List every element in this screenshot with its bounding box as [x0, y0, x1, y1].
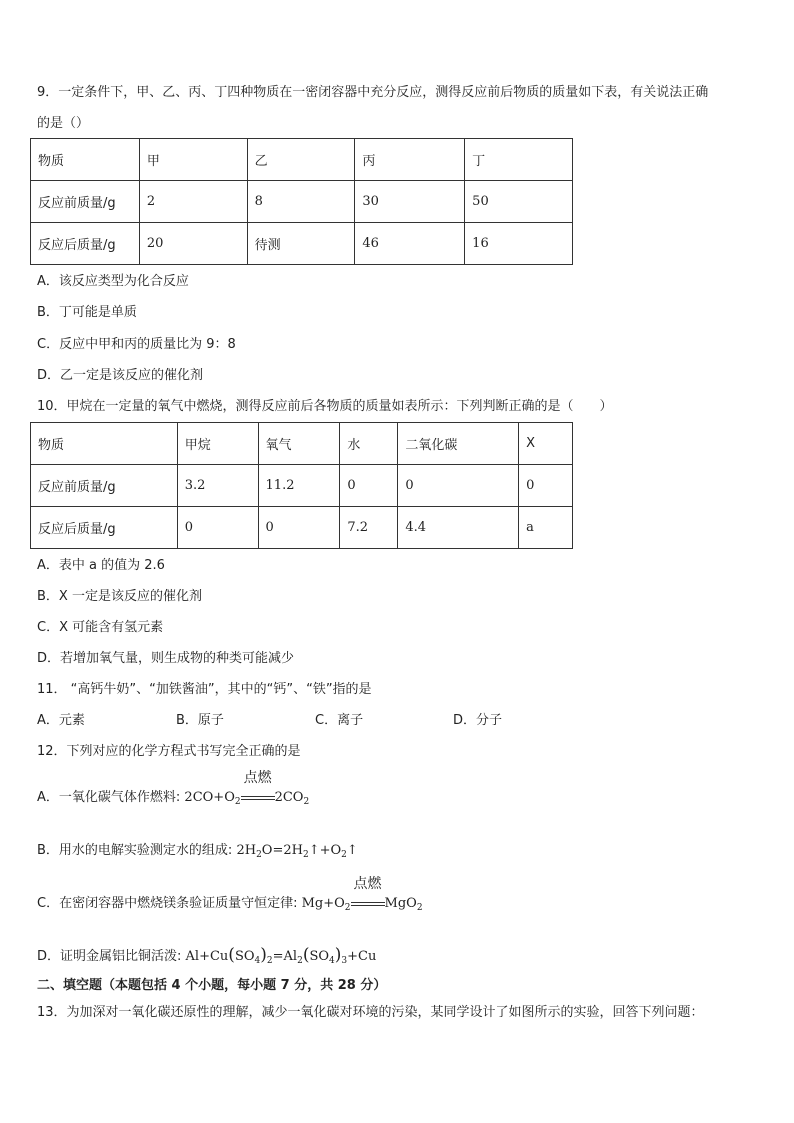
eq-subscript: 2: [302, 850, 309, 860]
eq-text: =Al: [272, 949, 298, 964]
q9-option-c: C．反应中甲和丙的质量比为 9：8: [37, 337, 236, 352]
q9-stem-line1: 9．一定条件下，甲、乙、丙、丁四种物质在一密闭容器中充分反应，测得反应前后物质的质量如下表，有关说法正确: [37, 85, 709, 100]
table-cell: 3.2: [177, 465, 258, 507]
eq-subscript: 2: [297, 956, 303, 966]
eq-subscript: 3: [341, 956, 348, 966]
q12-option-a-text: A．一氧化碳气体作燃料:: [37, 790, 181, 805]
q12-option-b-text: B．用水的电解实验测定水的组成:: [37, 843, 233, 858]
q11-option-c: C．离子: [315, 713, 364, 728]
table-cell: 反应后质量/g: [31, 223, 140, 265]
q11-option-b: B．原子: [176, 713, 224, 728]
table-header-cell: 乙: [247, 139, 355, 181]
table-row: [31, 507, 573, 549]
table-row: [31, 181, 573, 223]
q9-option-a: A．该反应类型为化合反应: [37, 274, 189, 289]
eq-text: SO: [309, 949, 330, 964]
table-cell: 16: [465, 223, 573, 265]
eq-subscript: 2: [416, 903, 423, 913]
reaction-condition: [351, 876, 385, 913]
eq-subscript: 4: [254, 956, 261, 966]
table-cell: 0: [177, 507, 258, 549]
table-row: [31, 465, 573, 507]
q10-table: [30, 422, 573, 549]
eq-text: 2H: [236, 843, 257, 858]
q12-option-c: [37, 876, 423, 917]
table-cell: 2: [139, 181, 247, 223]
table-cell: 8: [247, 181, 355, 223]
q9-stem-line2: 的是（）: [37, 116, 90, 131]
table-cell: 0: [398, 465, 519, 507]
q12-equation-a: [184, 770, 310, 807]
q10-stem: 10．甲烷在一定量的氧气中燃烧，测得反应前后各物质的质量如表所示：下列判断正确的是（ ）: [37, 399, 613, 414]
table-header-cell: 丙: [355, 139, 465, 181]
table-cell: a: [519, 507, 573, 549]
table-cell: 20: [139, 223, 247, 265]
q11-option-a: A．元素: [37, 713, 85, 728]
eq-paren: (: [228, 945, 235, 965]
q12-option-b: [37, 842, 358, 864]
table-header-cell: 甲: [139, 139, 247, 181]
section-title: 二、填空题（本题包括 4 个小题，每小题 7 分，共 28 分）: [37, 978, 387, 993]
table-cell: 46: [355, 223, 465, 265]
q12-option-c-text: C．在密闭容器中燃烧镁条验证质量守恒定律:: [37, 896, 298, 911]
q12-option-d: [37, 946, 376, 970]
eq-subscript: 2: [303, 797, 310, 807]
table-cell: 待测: [247, 223, 355, 265]
q10-option-b: B．X 一定是该反应的催化剂: [37, 589, 202, 604]
q12-stem: 12．下列对应的化学方程式书写完全正确的是: [37, 744, 301, 759]
table-cell: 0: [258, 507, 340, 549]
condition-label: 点燃: [353, 876, 382, 892]
q10-option-d: D．若增加氧气量，则生成物的种类可能减少: [37, 651, 295, 666]
q12-option-a: [37, 770, 310, 811]
table-header-cell: 甲烷: [177, 423, 258, 465]
q11-stem: 11． “高钙牛奶”、“加铁酱油”，其中的“钙”、“铁”指的是: [37, 682, 372, 697]
table-cell: 30: [355, 181, 465, 223]
equals-bar: [351, 902, 385, 906]
eq-text: 2CO+O: [184, 790, 235, 805]
table-row: [31, 223, 573, 265]
table-header-cell: 物质: [31, 423, 178, 465]
table-cell: 11.2: [258, 465, 340, 507]
eq-text: SO: [234, 949, 255, 964]
eq-subscript: 2: [344, 903, 351, 913]
q10-option-a: A．表中 a 的值为 2.6: [37, 558, 165, 573]
table-cell: 50: [465, 181, 573, 223]
equals-bar: [241, 796, 275, 800]
q12-equation-c: [301, 876, 423, 913]
table-cell: 反应前质量/g: [31, 465, 178, 507]
table-header-cell: 物质: [31, 139, 140, 181]
q9-table: [30, 138, 573, 265]
table-header-cell: 水: [340, 423, 398, 465]
eq-text: +Cu: [347, 949, 377, 964]
eq-text: O=2H: [261, 843, 303, 858]
eq-subscript: 2: [234, 797, 241, 807]
table-cell: 4.4: [398, 507, 519, 549]
eq-subscript: 2: [266, 956, 273, 966]
eq-text: MgO: [384, 896, 417, 911]
eq-paren: ): [260, 945, 267, 965]
q12-equation-d: [185, 945, 377, 966]
table-cell: 0: [519, 465, 573, 507]
q12-equation-b: [236, 843, 357, 858]
table-cell: 0: [340, 465, 398, 507]
table-row: [31, 423, 573, 465]
table-cell: 反应前质量/g: [31, 181, 140, 223]
q13-stem: 13．为加深对一氧化碳还原性的理解，减少一氧化碳对环境的污染，某同学设计了如图所示的实验，回答下列问题：: [37, 1005, 704, 1020]
eq-text: ↑+O: [308, 843, 342, 858]
reaction-condition: [241, 770, 275, 807]
q12-option-d-text: D．证明金属铝比铜活泼:: [37, 949, 182, 964]
eq-text: 2CO: [274, 790, 304, 805]
eq-paren: ): [334, 945, 342, 965]
q11-option-d: D．分子: [453, 713, 503, 728]
eq-paren: (: [302, 945, 310, 965]
table-header-cell: 二氧化碳: [398, 423, 519, 465]
eq-subscript: 4: [329, 956, 335, 966]
eq-subscript: 2: [256, 850, 262, 860]
eq-text: ↑: [346, 843, 358, 858]
table-header-cell: X: [519, 423, 573, 465]
table-header-cell: 丁: [465, 139, 573, 181]
table-cell: 反应后质量/g: [31, 507, 178, 549]
table-cell: 7.2: [340, 507, 398, 549]
q9-option-b: B．丁可能是单质: [37, 305, 137, 320]
q9-option-d: D．乙一定是该反应的催化剂: [37, 368, 204, 383]
table-header-cell: 氧气: [258, 423, 340, 465]
eq-text: Al+Cu: [185, 949, 229, 964]
eq-subscript: 2: [341, 850, 347, 860]
table-row: [31, 139, 573, 181]
q10-option-c: C．X 可能含有氢元素: [37, 620, 164, 635]
condition-label: 点燃: [243, 770, 272, 786]
eq-text: Mg+O: [301, 896, 345, 911]
